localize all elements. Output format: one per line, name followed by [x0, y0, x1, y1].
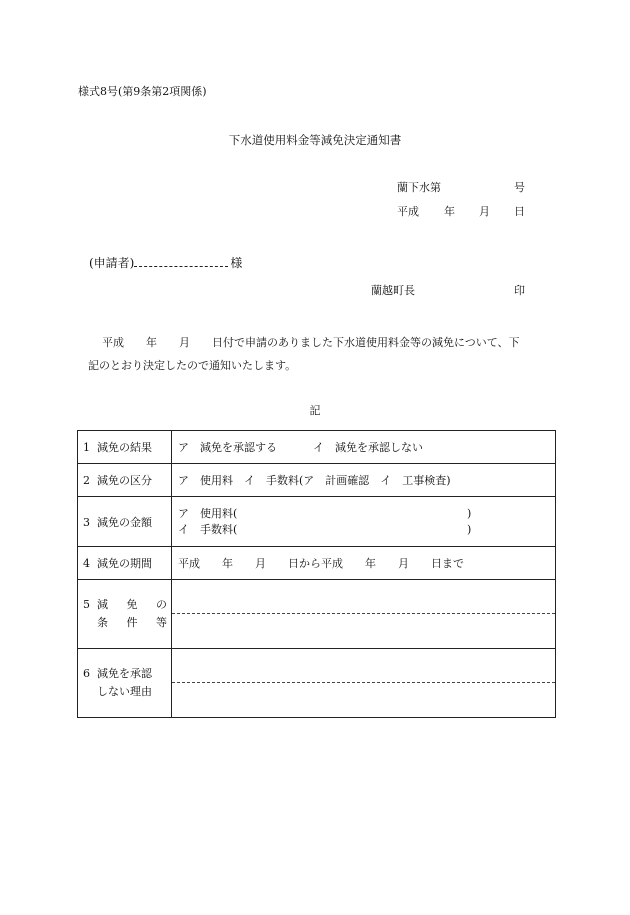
- label-char: 件: [126, 616, 138, 629]
- table-row: [78, 497, 556, 547]
- conditions-line-2: [172, 614, 555, 648]
- table-row: [78, 464, 556, 497]
- conditions-label-top: [97, 596, 167, 614]
- result-approve-option: ア 減免を承認する: [178, 441, 277, 454]
- conditions-label-bottom: [97, 614, 167, 632]
- row-value: [172, 431, 556, 464]
- detail-table: [77, 430, 556, 718]
- label-char: 減: [97, 598, 108, 611]
- reason-label-top: 減免を承認: [97, 667, 152, 680]
- row-label: [78, 580, 172, 649]
- amount-handling-fee-line: [178, 522, 555, 538]
- issuer-name: 蘭越町長: [371, 284, 415, 297]
- row-label-text: 減免の金額: [97, 515, 152, 529]
- date-era: 平成: [397, 205, 419, 218]
- conditions-line-1: [172, 580, 555, 614]
- conditions-value-cell: [172, 580, 556, 649]
- amount-handling-fee-close: ): [467, 522, 472, 536]
- row-label: [78, 464, 172, 497]
- document-title: 下水道使用料金等減免決定通知書: [228, 133, 402, 147]
- applicant-honorific: 様: [230, 256, 243, 270]
- result-reject-option: イ 減免を承認しない: [313, 441, 423, 454]
- row-value: ア 使用料 イ 手数料(ア 計画確認 イ 工事検査): [172, 464, 556, 497]
- date-day: 日: [514, 205, 525, 218]
- row-value: [172, 497, 556, 547]
- label-char: 免: [126, 598, 138, 611]
- notice-body-line-2: 記のとおり決定したので通知いたします。: [88, 359, 297, 372]
- reason-label-bottom: しない理由: [97, 685, 152, 698]
- notice-body: [88, 331, 554, 377]
- row-number: 5: [83, 598, 90, 611]
- reason-line-1: [172, 649, 555, 683]
- ki-heading: 記: [309, 404, 321, 417]
- date-year: 年: [444, 205, 455, 218]
- applicant-line: [89, 254, 242, 270]
- row-label: [78, 547, 172, 580]
- amount-handling-fee-label: イ 手数料(: [178, 522, 238, 536]
- row-label: [78, 649, 172, 718]
- reference-number-prefix: 蘭下水第: [397, 181, 441, 194]
- form-number: 様式8号(第9条第2項関係): [78, 85, 207, 98]
- table-row: [78, 431, 556, 464]
- amount-usage-fee-line: [178, 506, 555, 522]
- label-char: 条: [97, 616, 108, 629]
- row-label: [78, 497, 172, 547]
- date-month: 月: [479, 205, 490, 218]
- reference-number-suffix: 号: [514, 181, 525, 194]
- row-number: 6: [83, 667, 90, 680]
- row-number: 4: [83, 557, 90, 570]
- row-number: 3: [83, 515, 90, 529]
- table-row: [78, 547, 556, 580]
- row-number: 1: [83, 441, 90, 454]
- row-label: [78, 431, 172, 464]
- amount-usage-fee-label: ア 使用料(: [178, 506, 238, 520]
- row-label-text: 減免の期間: [97, 557, 152, 570]
- row-number: 2: [83, 474, 90, 487]
- reason-line-2: [172, 683, 555, 717]
- notice-body-line-1: 平成 年 月 日付で申請のありました下水道使用料金等の減免について、下: [102, 336, 520, 349]
- row-label-text: 減免の区分: [97, 474, 152, 487]
- row-label-text: 減免の結果: [97, 441, 152, 454]
- table-row: [78, 580, 556, 649]
- seal-mark: 印: [514, 284, 525, 297]
- label-char: 等: [156, 616, 167, 629]
- amount-usage-fee-close: ): [467, 506, 472, 520]
- reason-value-cell: [172, 649, 556, 718]
- table-row: [78, 649, 556, 718]
- row-value: 平成 年 月 日から平成 年 月 日まで: [172, 547, 556, 580]
- label-char: の: [156, 598, 167, 611]
- applicant-name-blank: [134, 254, 228, 267]
- applicant-label: (申請者): [89, 256, 135, 270]
